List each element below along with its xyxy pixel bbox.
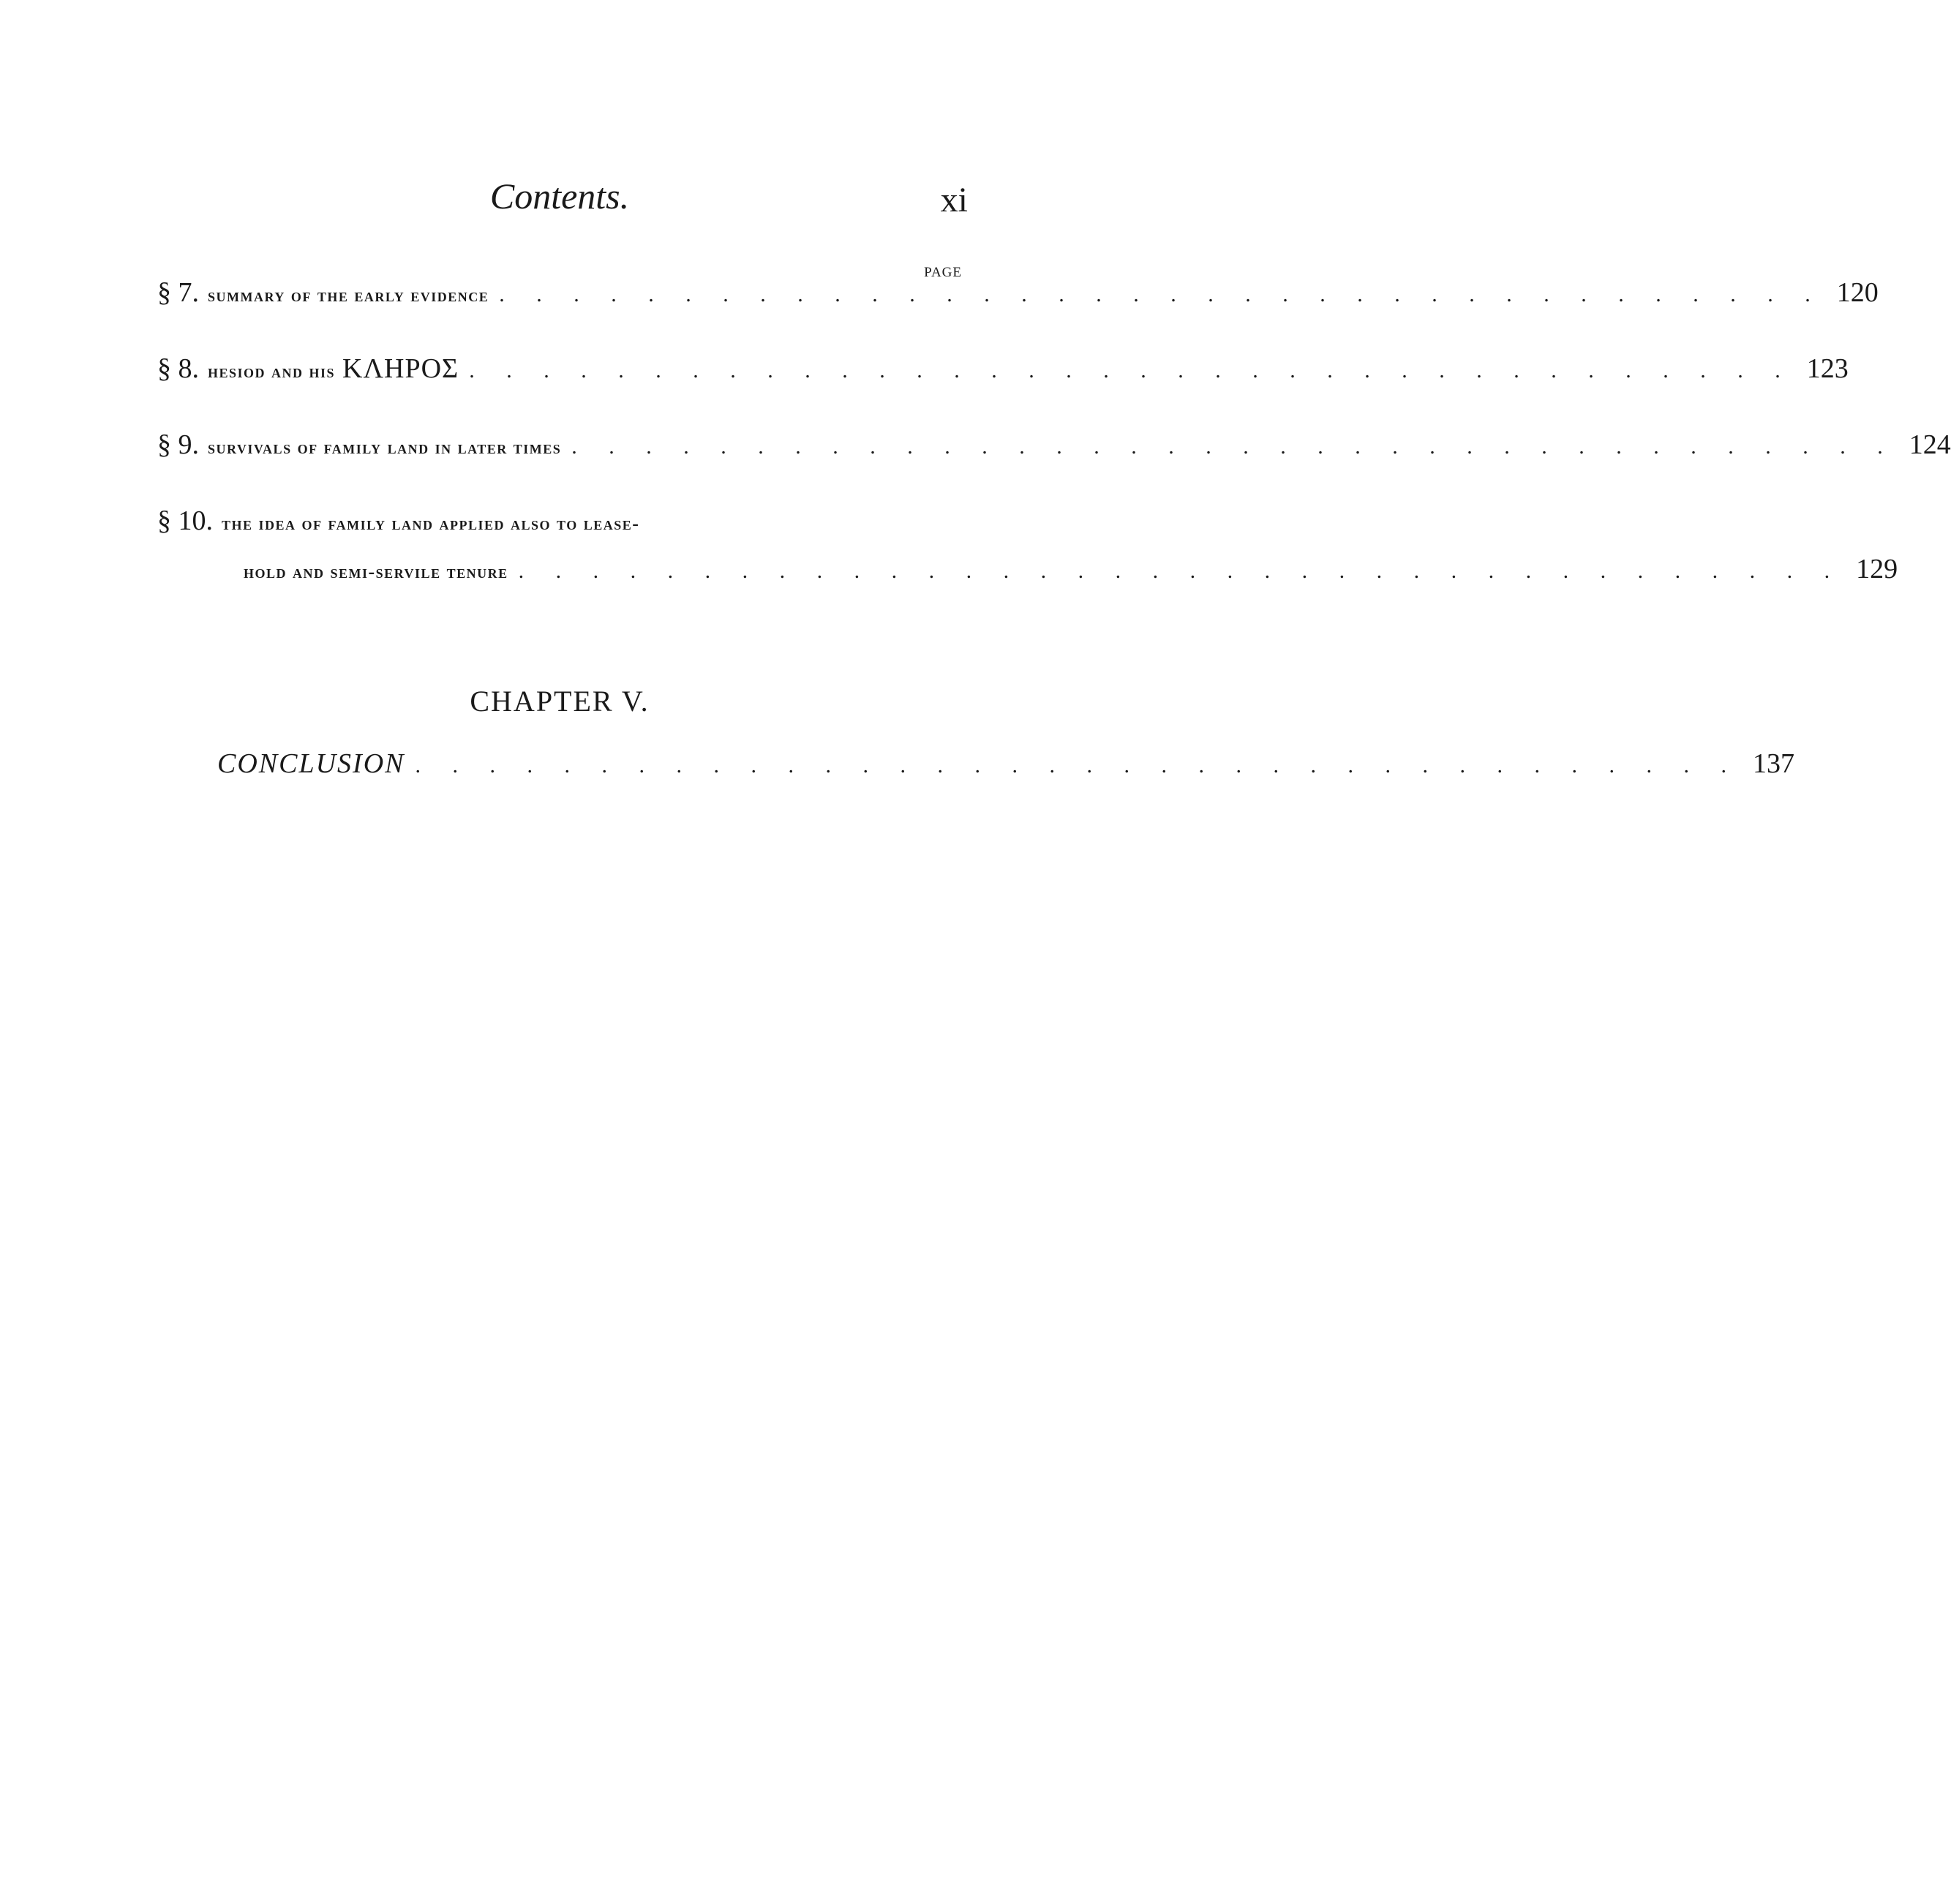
toc-line [157,748,1794,784]
toc-entry-conclusion [157,748,1794,784]
section-number: § 9. [157,429,199,460]
toc-entry-7 [157,276,1879,313]
page-title: Contents. [489,176,630,217]
toc-entry-8 [157,353,1849,389]
page-number: 124 [1909,429,1951,460]
entry-title-continuation: hold and semi-servile tenure [244,561,508,582]
toc-line [157,505,962,541]
section-number: § 10. [157,505,213,536]
chapter-heading: CHAPTER V. [470,685,650,718]
toc-line [157,353,1849,389]
dot-leader: . . . . . . . . . . . . . . . . . . . . . . . . . . . . . . . . . . . . [415,753,1740,778]
section-number: § 7. [157,277,199,308]
entry-title: CONCLUSION [217,748,405,779]
toc-line [157,429,1951,465]
page-number: 120 [1836,277,1879,308]
entry-title: summary of the early evidence [208,285,489,306]
running-head [157,174,968,225]
toc-line [157,276,1879,313]
page-number: 129 [1856,554,1898,584]
section-number: § 8. [157,353,199,384]
dot-leader: . . . . . . . . . . . . . . . . . . . . . . . . . . . . . . . . . . . . [499,282,1824,306]
page-number: 123 [1806,353,1849,384]
toc-line-continuation [157,553,1898,590]
entry-title: hesiod and his [208,361,336,382]
page-number: 137 [1753,748,1794,779]
greek-word: ΚΛΗΡΟΣ [342,353,459,384]
toc-entry-10 [157,505,1898,592]
entry-title: the idea of family land applied also to lease- [222,513,640,534]
page-column-label: PAGE [924,265,962,280]
folio-number: xi [940,181,968,219]
entry-title: survivals of family land in later times [208,437,562,458]
dot-leader: . . . . . . . . . . . . . . . . . . . . . . . . . . . . . . . . . . . . [571,434,1896,459]
toc-entry-9 [157,429,1951,465]
dot-leader: . . . . . . . . . . . . . . . . . . . . . . . . . . . . . . . . . . . . [469,358,1794,383]
dot-leader: . . . . . . . . . . . . . . . . . . . . . . . . . . . . . . . . . . . . [518,559,1843,583]
